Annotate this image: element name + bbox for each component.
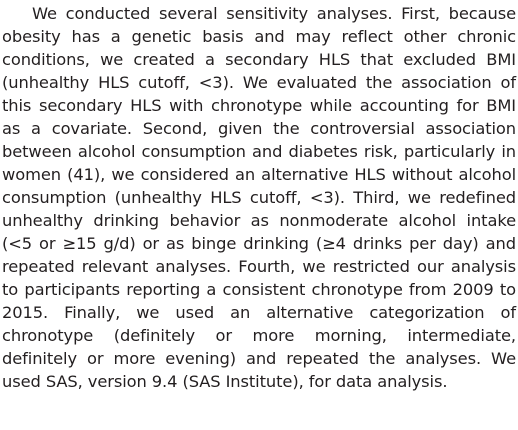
body-paragraph: We conducted several sensitivity analyses. First, because obesity has a genetic basis and may reflect other chronic conditions, we created a secondary HLS that excluded BMI (unhealthy HLS cutoff, <3). We evaluated the association of this secondary HLS with chronotype while accounting for BMI as a covariate. Second, given the controversial association between alcohol consumption and diabetes risk, particularly in women (41), we considered an alternative HLS without alcohol consumption (unhealthy HLS cutoff, <3). Third, we redefined unhealthy drinking behavior as nonmoderate alcohol intake (<5 or ≥15 g/d) or as binge drinking (≥4 drinks per day) and repeated relevant analyses. Fourth, we restricted our analysis to participants reporting a consistent chronotype from 2009 to 2015. Finally, we used an alternative categorization of chronotype (definitely or more morning, intermediate, definitely or more evening) and repeated the analyses. We used SAS, version 9.4 (SAS Institute), for data analysis. [2,4,516,391]
